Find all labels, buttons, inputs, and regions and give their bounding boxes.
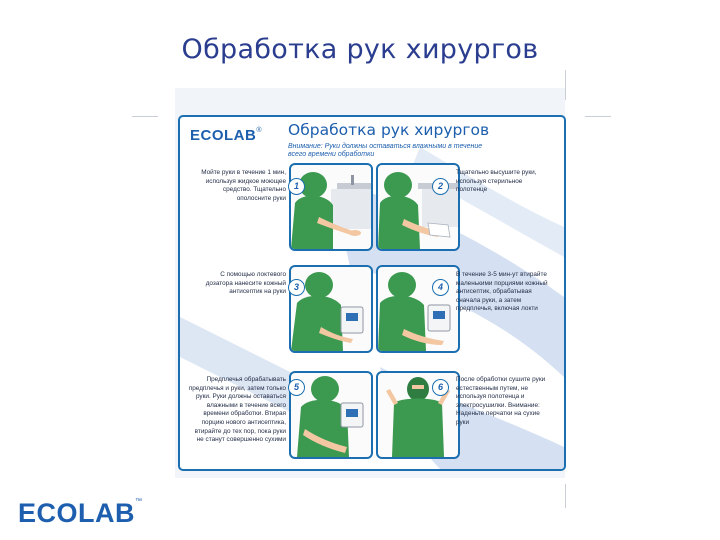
- handwashing-sink-icon: [291, 165, 371, 249]
- elbow-dispenser-icon: [291, 267, 371, 351]
- slide-title: Обработка рук хирургов: [181, 34, 539, 65]
- right-divider: [585, 116, 611, 117]
- ecolab-logo: [18, 498, 143, 529]
- ecolab-logo-text: ECOLAB: [18, 498, 135, 528]
- left-divider: [132, 116, 158, 117]
- step-4-number: 4: [432, 279, 449, 296]
- ecolab-logo-mark: ™: [135, 498, 143, 505]
- step-4-illustration: [376, 265, 460, 353]
- right-edge-line: [565, 70, 566, 100]
- step-5-text: Предплечья обрабатывать предплечья и руки, затем только руки. Руки должны оставаться влажными в течение всего времени обработки. Втирая порцию нового антисептика, втирайте до тех пор, пока руки не станут совершенно сухими: [188, 376, 286, 444]
- hand-hygiene-poster: [178, 115, 566, 471]
- step-2-illustration: [376, 163, 460, 251]
- poster-subtitle: Внимание: Руки должны оставаться влажными в течение всего времени обработки: [288, 143, 483, 158]
- step-3-text: С помощью локтевого дозатора нанесите кожный антисептик на руки: [205, 271, 286, 296]
- poster-logo-text: ECOLAB: [190, 127, 257, 144]
- towel-drying-icon: [378, 165, 458, 249]
- step-3-illustration: [289, 265, 373, 353]
- step-5-number: 5: [288, 379, 305, 396]
- poster-ecolab-logo: [190, 127, 262, 144]
- step-1-illustration: [289, 163, 373, 251]
- step-2-text: Тщательно высушите руки, используя стерильное полотенце: [456, 169, 537, 194]
- step-6-text: После обработки сушите руки естественным путем, не используя полотенца и электросушилки. Внимание: Наденьте перчатки на сухие руки: [456, 376, 546, 426]
- step-4-text: В течение 3-5 мин-ут втирайте маленькими порциями кожный антисептик, обрабатывая сначала руки, а затем предплечья, включая локти: [456, 271, 548, 313]
- right-edge-line-lower: [565, 484, 566, 508]
- rubbing-hands-icon: [378, 267, 458, 351]
- poster-logo-mark: ®: [256, 127, 263, 134]
- step-1-text: Мойте руки в течение 1 мин, используя жидкое моющее средство. Тщательно ополосните руки: [201, 169, 286, 202]
- poster-title: Обработка рук хирургов: [288, 121, 490, 139]
- step-6-number: 6: [432, 379, 449, 396]
- step-3-number: 3: [288, 279, 305, 296]
- step-2-number: 2: [432, 178, 449, 195]
- step-1-number: 1: [288, 178, 305, 195]
